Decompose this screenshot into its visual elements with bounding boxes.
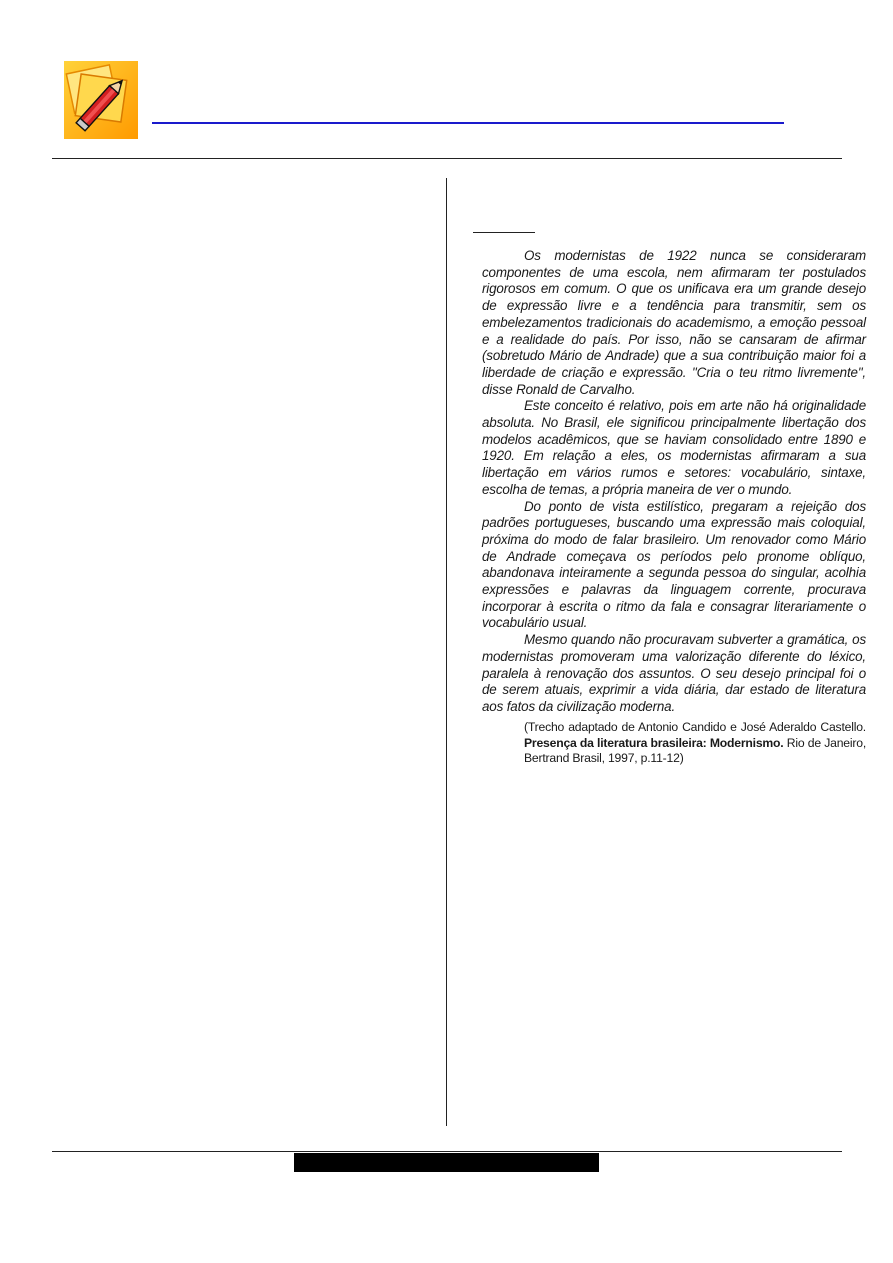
source-suffix: Rio de Janeiro, Bertrand Brasil, 1997, p.11-12) xyxy=(524,735,866,765)
article-paragraph: Do ponto de vista estilístico, pregaram a rejeição dos padrões portugueses, buscando uma expressão mais coloquial, próxima do modo de falar brasileiro. Um renovador como Mário de Andrade começava os períodos pelo pronome oblíquo, abandonava inteiramente a segunda pessoa do singular, acolhia expressões e palavras da linguagem corrente, procurava incorporar à escrita o ritmo da fala e consagrar literariamente o vocabulário usual. xyxy=(482,498,866,631)
article-paragraph: Mesmo quando não procuravam subverter a gramática, os modernistas promoveram uma valorização diferente do léxico, paralela à renovação dos assuntos. O seu desejo principal foi o de serem atuais, exprimir a vida diária, dar estado de literatura aos fatos da civilização moderna. xyxy=(482,632,866,714)
header-title-line xyxy=(152,122,784,124)
logo-pencil-icon xyxy=(64,61,138,139)
article-paragraph: Os modernistas de 1922 nunca se consideraram componentes de uma escola, nem afirmaram ter postulados rigorosos em comum. O que os unificava era um grande desejo de expressão livre e a tendência para transmitir, sem os embelezamentos tradicionais do academismo, a emoção pessoal e a realidade do país. Por isso, não se cansaram de afirmar (sobretudo Mário de Andrade) que a sua contribuição maior foi a liberdade de criação e expressão. "Cria o teu ritmo livremente", disse Ronald de Carvalho. xyxy=(482,248,866,397)
header-rule xyxy=(52,158,842,159)
column-divider xyxy=(446,178,447,1126)
footer-rule xyxy=(52,1151,842,1152)
source-prefix: (Trecho adaptado de Antonio Candido e José Aderaldo Castello. xyxy=(524,720,866,734)
article-text xyxy=(482,248,866,716)
footer-bar xyxy=(294,1153,599,1172)
section-rule xyxy=(473,232,535,233)
source-citation xyxy=(524,720,866,767)
article-paragraph: Este conceito é relativo, pois em arte não há originalidade absoluta. No Brasil, ele significou principalmente libertação dos modelos acadêmicos, que se haviam consolidado entre 1890 e 1920. Em relação a eles, os modernistas afirmaram a sua libertação em vários rumos e setores: vocabulário, sintaxe, escolha de temas, a própria maneira de ver o mundo. xyxy=(482,398,866,497)
source-book-title: Presença da literatura brasileira: Modernismo. xyxy=(524,735,784,750)
